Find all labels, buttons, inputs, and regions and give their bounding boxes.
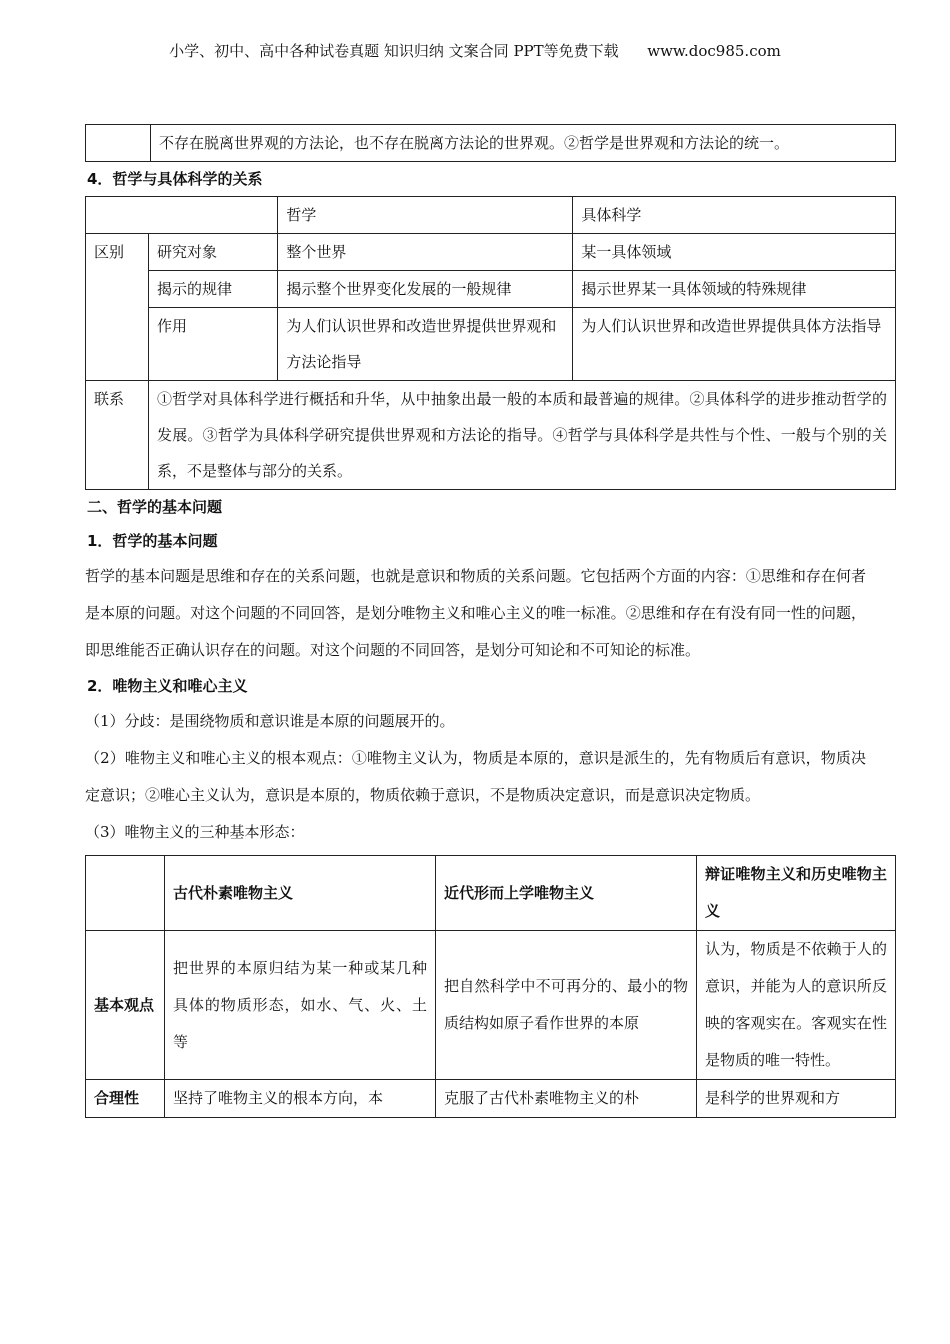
- rationality-dialectical: 是科学的世界观和方: [697, 1080, 896, 1118]
- paragraph-basic-question: 哲学的基本问题是思维和存在的关系问题，也就是意识和物质的关系问题。它包括两个方面的内容：①思维和存在何者是本原的问题。对这个问题的不同回答，是划分唯物主义和唯心主义的唯一标准。②思维和存在有没有同一性的问题，即思维能否正确认识存在的问题。对这个问题的不同回答，是划分可知论和不可知论的标准。: [85, 567, 866, 659]
- item-3: （3）唯物主义的三种基本形态：: [85, 823, 305, 841]
- materialism-forms-table: [85, 855, 896, 1118]
- row-rationality-label: 合理性: [86, 1080, 165, 1118]
- basic-view-ancient: 把世界的本原归结为某一种或某几种具体的物质形态，如水、气、火、土等: [165, 931, 436, 1080]
- rationality-ancient: 坚持了唯物主义的根本方向，本: [165, 1080, 436, 1118]
- subsection-1-title: 1．哲学的基本问题: [87, 532, 218, 550]
- col-science: 具体科学: [573, 197, 896, 234]
- col-philosophy: 哲学: [278, 197, 573, 234]
- row-philosophy: 为人们认识世界和改造世界提供世界观和方法论指导: [278, 308, 573, 381]
- row-philosophy: 整个世界: [278, 234, 573, 271]
- part-2-title: 二、哲学的基本问题: [87, 498, 223, 516]
- item-1: （1）分歧：是围绕物质和意识谁是本原的问题展开的。: [85, 712, 455, 730]
- philosophy-science-table: [85, 196, 896, 490]
- basic-view-modern: 把自然科学中不可再分的、最小的物质结构如原子看作世界的本原: [436, 931, 697, 1080]
- row-basic-view-label: 基本观点: [86, 931, 165, 1080]
- row-philosophy: 揭示整个世界变化发展的一般规律: [278, 271, 573, 308]
- link-label: 联系: [86, 381, 149, 490]
- item-2: （2）唯物主义和唯心主义的根本观点：①唯物主义认为，物质是本原的，意识是派生的，先有物质后有意识，物质决定意识；②唯心主义认为，意识是本原的，物质依赖于意识，不是物质决定意识，而是意识决定物质。: [85, 749, 866, 804]
- col-modern: 近代形而上学唯物主义: [436, 856, 697, 931]
- header-text: 小学、初中、高中各种试卷真题 知识归纳 文案合同 PPT等免费下载: [169, 42, 619, 60]
- continued-table: [85, 124, 896, 162]
- row-label: 研究对象: [149, 234, 278, 271]
- row-science: 揭示世界某一具体领域的特殊规律: [573, 271, 896, 308]
- row-science: 为人们认识世界和改造世界提供具体方法指导: [573, 308, 896, 381]
- row-science: 某一具体领域: [573, 234, 896, 271]
- page-header: [0, 40, 950, 61]
- header-url: www.doc985.com: [647, 42, 781, 60]
- section-4-title: 4．哲学与具体科学的关系: [87, 170, 263, 188]
- subsection-2-title: 2．唯物主义和唯心主义: [87, 677, 248, 695]
- row-label: 作用: [149, 308, 278, 381]
- diff-label: 区别: [86, 234, 149, 381]
- rationality-modern: 克服了古代朴素唯物主义的朴: [436, 1080, 697, 1118]
- basic-view-dialectical: 认为，物质是不依赖于人的意识，并能为人的意识所反映的客观实在。客观实在性是物质的唯一特性。: [697, 931, 896, 1080]
- col-ancient: 古代朴素唯物主义: [165, 856, 436, 931]
- col-dialectical: 辩证唯物主义和历史唯物主义: [697, 856, 896, 931]
- row-label: 揭示的规律: [149, 271, 278, 308]
- document-body: [85, 124, 896, 1118]
- continued-cell: 不存在脱离世界观的方法论，也不存在脱离方法论的世界观。②哲学是世界观和方法论的统一。: [151, 125, 896, 162]
- link-text: ①哲学对具体科学进行概括和升华，从中抽象出最一般的本质和最普遍的规律。②具体科学的进步推动哲学的发展。③哲学为具体科学研究提供世界观和方法论的指导。④哲学与具体科学是共性与个性、一般与个别的关系，不是整体与部分的关系。: [149, 381, 896, 490]
